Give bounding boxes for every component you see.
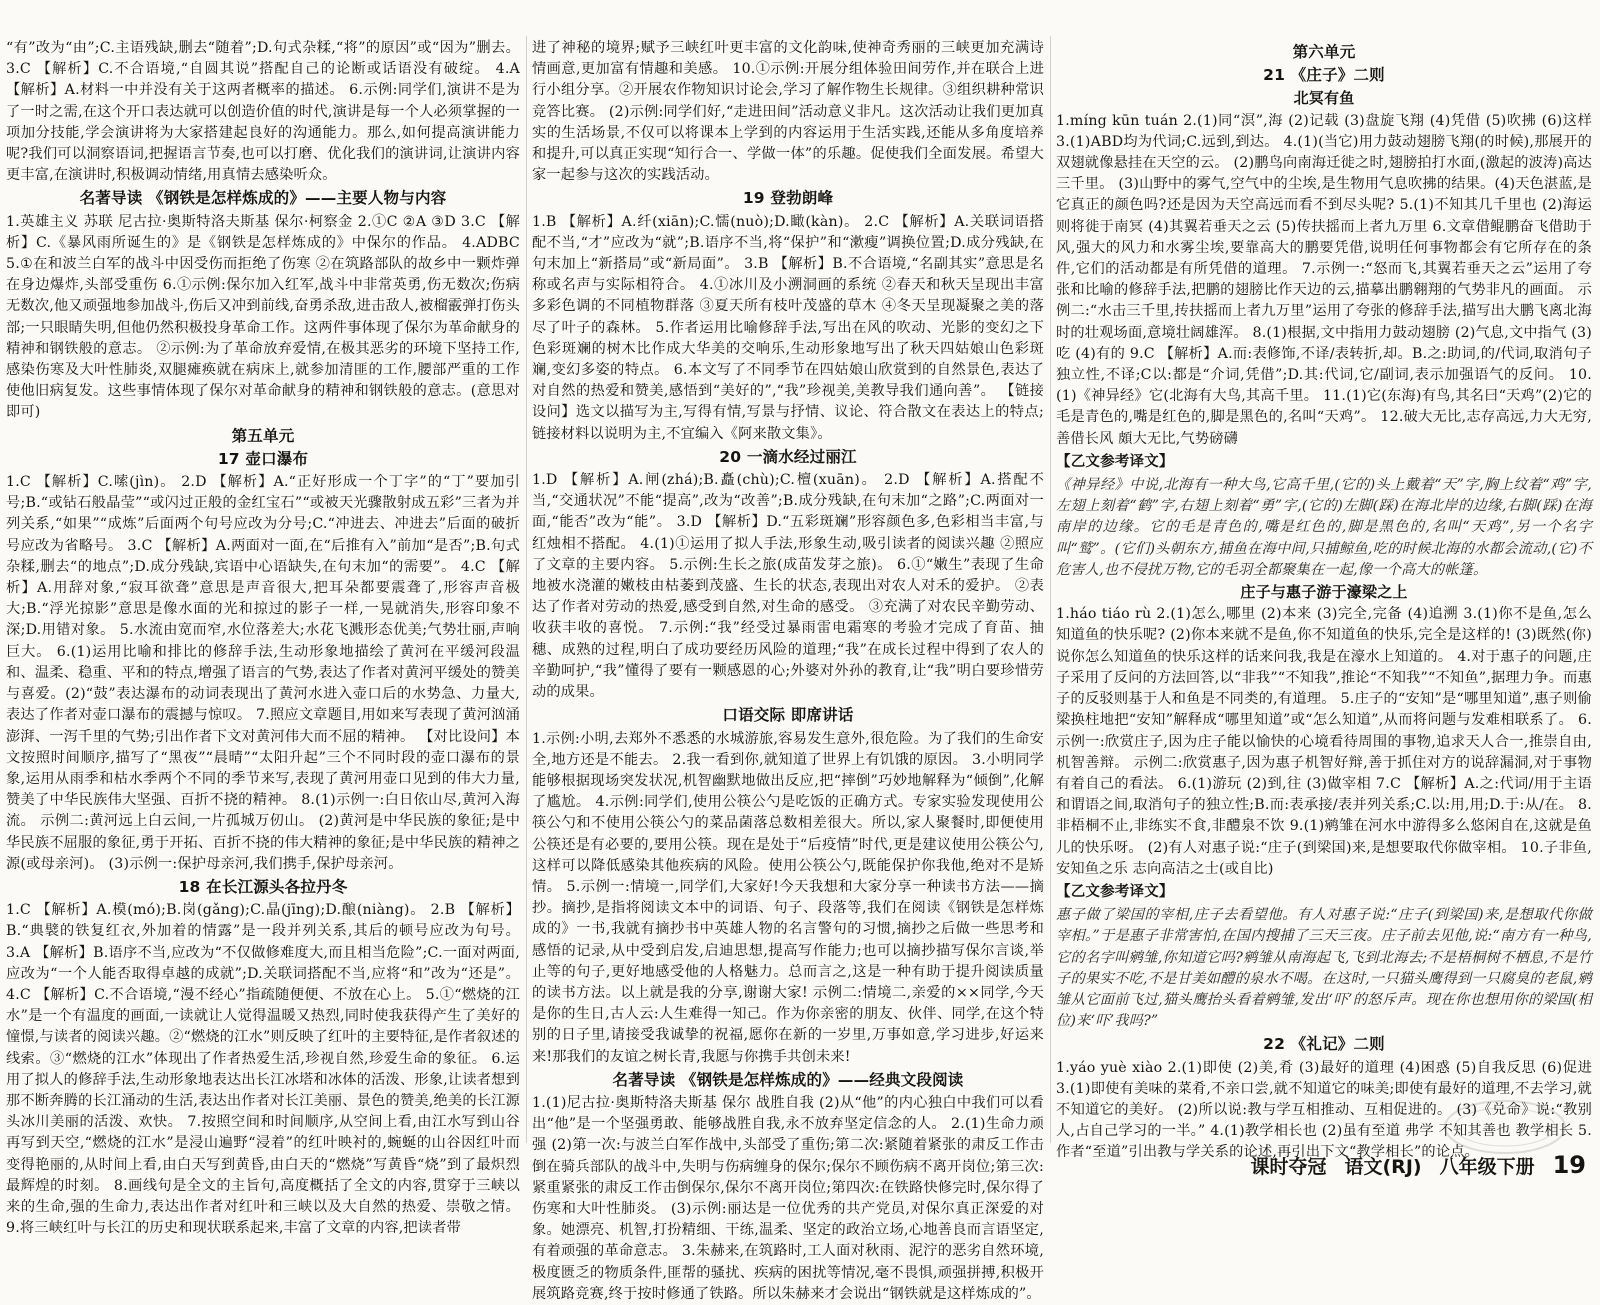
book-subject: 语文(RJ) bbox=[1344, 1156, 1422, 1178]
lesson-heading: 18 在长江源头各拉丹冬 bbox=[178, 877, 348, 896]
answer-text: 1.C 【解析】A.模(mó);B.岗(gǎng);C.晶(jīng);D.酿(niàng)。 2.B 【解析】B.“典襞的铁复红衣,外加着的情露”是一段并列关系,其后的顿号应改为句号。 3.A 【解析】B.语序不当,应改为“不仅做修难度大,而且相当危险”;C.一面对两面,应改为“一个人能否取得卓越的成就”;D.关联词搭配不当,应将“和”改为“还是”。 4.C 【解析】C.不合语境,“漫不经心”指疏随便便、不放在心上。 5.①“燃烧的江水”是一个有温度的画面,一读就让人觉得温暖又热烈,同时使我获得产生了美好的憧憬,与读者的阅读兴趣。②“燃烧的江水”则反映了红叶的主要特征,是作者叙述的线索。③“燃烧的江水”体现出了作者热爱生活,珍视自然,珍爱生命的象征。 6.运用了拟人的修辞手法,生动形象地表达出长江冰塔和冰体的活泼、形象,让读者想到那不断奔腾的长江涌动的生活,表达出作者对长江美丽、景色的赞美,绝美的长江源头冰川美丽的活泼、欢快。 7.按照空间和时间顺序,从空间上看,由江水写到山谷再写到天空,“燃烧的江水”是浸山遍野“浸着”的红叶映衬的,蜿蜒的山谷因红叶而变得艳丽的,从时间上看,由白天写到黄昏,由白天的“燃烧”写黄昏“烧”到了最炽烈最辉煌的时刻。 8.画线句是全文的主旨句,高度概括了全文的内容,贯穿于三峡以来的生命,强的生命力,表达出作者对红叶和三峡以及大自然的热爱、崇敬之情。 9.将三峡红叶与长江的历史和现状联系起来,丰富了文章的内容,把读者带 bbox=[6, 902, 520, 1237]
answer-text: “有”改为“由”;C.主语残缺,删去“随着”;D.句式杂糅,“将”的原因”或“因为”删去。 3.C 【解析】C.不合语境,“自圆其说”搭配自己的论断或话语没有破绽。 4.A 【解析】A.材料一中并没有关于这两者概率的描述。 6.示例:同学们,演讲不是为了一时之需,在这个开口表达就可以创造价值的时代,演讲是每一个人必须掌握的一项加分技能,学会演讲将为大家搭建起良好的沟通能力。那么,如何提高演讲能力呢?我们可以洞察语词,把握语言节奏,也可以打磨、优化我们的演讲词,让演讲内容更丰富,在演讲时,积极调动情绪,用真情去感染听众。 bbox=[6, 40, 520, 184]
unit-heading: 第六单元 bbox=[1292, 43, 1356, 61]
text-heading: 北冥有鱼 bbox=[1293, 89, 1355, 108]
answer-text: 1.yáo yuè xiào 2.(1)即使 (2)美,肴 (3)最好的道理 (4)困惑 (5)自我反思 (6)促进 3.(1)即使有美味的菜肴,不亲口尝,就不知道它的味美;即使有最好的道理,不去学习,就不知道它的美好。 (2)所以说:教与学互相推动、互相促进的。 (3)《兑命》说:“教别人,占自己学习的一半。” 4.(1)教学相长也 (2)虽有至道 弗学 不知其善也 教学相长 5.作者“至道”引出教与学关系的论述,再引出下文“教学相长”的论点。 bbox=[1056, 1059, 1592, 1161]
text-heading: 庄子与惠子游于濠梁之上 bbox=[1240, 583, 1408, 602]
section-heading: 名著导读 《钢铁是怎样炼成的》——主要人物与内容 bbox=[79, 189, 447, 208]
column-left bbox=[6, 38, 520, 1237]
translation-tag: 【乙文参考译文】 bbox=[1056, 453, 1174, 470]
lesson-heading: 19 登勃朗峰 bbox=[742, 189, 834, 208]
lesson-heading: 20 一滴水经过丽江 bbox=[719, 447, 857, 466]
answer-text: 1.B 【解析】A.纤(xiān);C.懦(nuò);D.瞰(kàn)。 2.C 【解析】A.关联词语搭配不当,“才”应改为“就”;B.语序不当,将“保护”和“漱瘦”调换位置;D.成分残缺,在句末加上“新搭局”或“新局面”。 3.B 【解析】B.不合语境,“名副其实”意思是名称或名声与实际相符合。 4.①冰川及小溯洞画的系统 ②春天和秋天呈现出丰富多彩色调的不同植物群落 ③夏天所有枝叶茂盛的草木 ④冬天呈现凝聚之美的落尽了叶子的森林。 5.作者运用比喻修辞手法,写出在风的吹动、光影的变幻之下色彩斑斓的树木比作成大华美的交响乐,生动形象地写出了秋天四姑娘山色彩斑斓,变幻多姿的特点。 6.本文写了不同季节在四姑娘山欣赏到的自然景色,表达了对自然的热爱和赞美,感悟到“美好的”,“我”珍视美,美教导我们通向善”。 【链接设问】选文以描写为主,写得有情,写景与抒情、议论、符合散文在表达上的特点;链接材料以说明为主,不宜编入《阿来散文集》。 bbox=[532, 213, 1044, 442]
column-divider bbox=[1050, 36, 1051, 1143]
page-footer bbox=[1250, 1151, 1586, 1181]
lesson-heading: 22 《礼记》二则 bbox=[1263, 1035, 1385, 1054]
watermark-stamp-icon bbox=[1440, 1097, 1570, 1157]
translation-tag: 【乙文参考译文】 bbox=[1056, 883, 1174, 900]
answer-text: 1.C 【解析】C.嗦(jìn)。 2.D 【解析】A.“正好形成一个丁字”的“丁”要加引号;B.“或钻石般晶莹”“或闪过正般的金红宝石”“或被天光骤散射成五彩”三者为并列关系,“如果”“成炼”后面两个句号应改为分号;C.“冲进去、冲进去”后面的破折号应改为省略号。 3.C 【解析】A.两面对一面,在“后推有入”前加“是否”;B.句式杂糅,删去“的地点”;D.成分残缺,宾语中心语缺失,在句末加“的需要”。 4.C 【解析】A.用辞对象,“寂耳欲聋”意思是声音很大,把耳朵都要震聋了,形容声音极大;B.“浮光掠影”意思是像水面的光和掠过的影子一样,一晃就消失,形容印象不深;D.用错对象。 5.水流由宽而窄,水位落差大;水花飞溅形态优美;气势壮丽,声响巨大。 6.(1)运用比喻和排比的修辞手法,生动形象地描绘了黄河在平缓河段温和、温柔、稳重、平和的特点,增强了语言的气势,表达了作者对黄河平缓处的赞美与喜爱。(2)“鼓”表达瀑布的动词表现出了黄河水进入壶口后的水势急、力量大,表达了作者对壶口瀑布的震撼与惊叹。 7.照应文章题目,用如来写表现了黄河汹涌澎湃、一泻千里的气势;引出作者下文对黄河伟大而不屈的精神。 【对比设问】本文按照时间顺序,描写了“黑夜”“晨晴”“太阳升起”三个不同时段的壶口瀑布的景象,运用从雨季和枯水季两个不同的季节来写,表现了黄河用壶口见到的伟大力量,赞美了中华民族伟大坚强、百折不挠的精神。 8.(1)示例一:白日依山尽,黄河入海流。 示例二:黄河远上白云间,一片孤城万仞山。 (2)黄河是中华民族的象征;是中华民族不屈服的象征,勇于开拓、百折不挠的伟大精神的象征;是中华民族的精神之源(或母亲河)。 (3)示例一:保护母亲河,我们携手,保护母亲河。 bbox=[6, 474, 520, 872]
section-heading: 名著导读 《钢铁是怎样炼成的》——经典文段阅读 bbox=[612, 1070, 964, 1089]
section-heading: 口语交际 即席讲话 bbox=[722, 706, 854, 725]
answer-text: 1.英雄主义 苏联 尼古拉·奥斯特洛夫斯基 保尔·柯察金 2.①C ②A ③D 3.C 【解析】C.《暴风雨所诞生的》是《钢铁是怎样炼成的》中保尔的作品。 4.ADBC 5.①在和波兰白军的战斗中因受伤而拒绝了伤寒 ②在筑路部队的故乡中一颗炸弹在身边爆炸,头部受重伤 6.①示例:保尔加入红军,战斗中非常英勇,伤无数次;伤病无数次,他又顽强地参加战斗,伤后又冲到前线,奋勇杀敌,进击敌人,被榴霰弹打伤头部;一只眼睛失明,但他仍然积极投身革命工作。这两件事体现了保尔为革命献身的精神和钢铁般的意志。 ②示例:为了革命放弃爱情,在极其恶劣的环境下坚持工作,感染伤寒及大叶性肺炎,双腿瘫痪就在病床上,就参加清匪的工作,腰部严重的工作使他旧病复发。这些事情体现了保尔对革命献身的精神和钢铁般的意志。(意思对即可) bbox=[6, 213, 520, 421]
translation-text: 《神异经》中说,北海有一种大鸟,它高千里,(它的)头上戴着“天”字,胸上纹着“鸡”字,左翅上刻着“鹤”字,右翅上刻着“勇”字,(它的)左脚(踩)在海北岸的边缘,右脚(踩)在海南岸的边缘。它的毛是青色的,嘴是红色的,脚是黑色的,名叫“天鸡”,另一个名字叫“鹫”。(它们)头朝东方,捕鱼在海中间,只捕鲸鱼,吃的时候北海的水都会流动,(它)不危害人,也不侵扰万物,它的毛羽全都聚集在一起,像一个高大的帐篷。 bbox=[1056, 477, 1592, 578]
page-number: 19 bbox=[1552, 1151, 1586, 1179]
column-divider bbox=[526, 36, 527, 1143]
answer-text: 1.míng kūn tuán 2.(1)同“溟”,海 (2)记载 (3)盘旋飞翔 (4)凭借 (5)吹拂 (6)这样 3.(1)ABD均为代词;C.远到,到达。 4.(1)(当它)用力鼓动翅膀飞翔(的时候),那展开的双翅就像悬挂在天空的云。 (2)鹏鸟向南海迁徙之时,翅膀拍打水面,(激起的波涛)高达三千里。 (3)山野中的雾气,空气中的尘埃,是生物用气息吹拂的结果。(4)天色湛蓝,是它真正的颜色吗?还是因为天空高远而看不到尽头呢? 5.(1)不知其几千里也 (2)海运则将徙于南冥 (4)其翼若垂天之云 (5)传扶摇而上者九万里 6.文章借鲲鹏奋飞借助于风,强大的风力和水雾尘埃,要靠高大的鹏要凭借,说明任何事物都会有它所存在的条件,它们的活动都是有所凭借的道理。 7.示例一:“怒而飞,其翼若垂天之云”运用了夸张和比喻的修辞手法,把鹏的翅膀比作天边的云,描摹出鹏翱翔的气势非凡的画面。 示例二:“水击三千里,抟扶摇而上者九万里”运用了夸张的修辞手法,描写出大鹏飞离北海时的壮观场面,意境壮阔雄浑。 8.(1)根据,文中指用力鼓动翅膀 (2)气息,文中指气 (3)吃 (4)有的 9.C 【解析】A.而:表修饰,不译/表转折,却。B.之:助词,的/代词,取消句子独立性,不译;C以:都是“介词,凭借”;D.其:代词,它/副词,表示加强语气的反问。 10.(1)《神异经》它(北海有大鸟,其高千里。 11.(1)它(东海)有鸟,其名曰“天鸡”(2)它的毛是青色的,嘴是红色的,脚是黑色的,名叫“天鸡”。 12.破大无比,志存高远,力大无穷,善借长风 頗大无比,气势磅礴 bbox=[1056, 112, 1592, 447]
lesson-heading: 21 《庄子》二则 bbox=[1263, 66, 1385, 85]
answer-text: 1.háo tiáo rù 2.(1)怎么,哪里 (2)本来 (3)完全,完备 (4)追溯 3.(1)你不是鱼,怎么知道鱼的快乐呢? (2)你本来就不是鱼,你不知道鱼的快乐,完全是这样的! (3)既然(你)说你怎么知道鱼的快乐这样的话来问我,我是在濠水上知道的。 4.对于惠子的问题,庄子采用了反问的方法回答,以“非我”“不知我”,推论“不知我”“不知鱼”,据理力争。而惠子的反驳则基于人和鱼是不同类的,有道理。 5.庄子的“安知”是“哪里知道”,惠子则偷梁换柱地把“安知”解释成“哪里知道”或“怎么知道”,从而将问题与发难相联系了。 6.示例一:欣赏庄子,因为庄子能以愉快的心境看待周围的事物,追求天人合一,推崇自由,机智善辩。 示例二:欣赏惠子,因为惠子机智好辩,善于抓住对方的说辞漏洞,对于事物有着自己的看法。 6.(1)游玩 (2)到,往 (3)做宰相 7.C 【解析】A.之:代词/用于主语和谓语之间,取消句子的独立性;B.而:表承接/表并列关系;C.以:用,用;D.于:从/在。 8.非梧桐不止,非练实不食,非醴泉不饮 9.(1)鹓雏在河水中游得多么悠闲自在,这就是鱼儿的快乐呀。 (2)有人对惠子说:“庄子(到梁国)来,是想要取代你做宰相。 10.子非鱼,安知鱼之乐 志向高洁之士(或自比) bbox=[1056, 606, 1592, 877]
answer-text: 1.D 【解析】A.闸(zhá);B.矗(chù);C.檀(xuān)。 2.D 【解析】A.搭配不当,“交通状况”不能“提高”,改为“改善”;B.成分残缺,在句末加“之路”;C.两面对一面,“能否”改为“能”。 3.D 【解析】D.“五彩斑斓”形容颜色多,色彩相当丰富,与红烛相不搭配。 4.(1)①运用了拟人手法,形象生动,吸引读者的阅读兴趣 ②照应了文章的主要内容。 5.示例:生长之旅(成苗发芽之旅)。 6.①“嫩生”表现了生命地被水浇灌的嫩枝由枯萎到茂盛、生长的状态,表现出对农人对禾的爱护。 ②表达了作者对劳动的热爱,感受到自然,对生命的感受。 ③充满了对农民辛勤劳动、收获丰收的喜悦。 7.示例:“我”经受过暴雨雷电霜寒的考验才完成了育苗、抽穗、成熟的过程,明白了成功要经历风险的道理;“我”在成长过程中得到了农人的辛勤呵护,“我”懂得了要有一颗感恩的心;外婆对外孙的教育,让“我”明白要珍惜劳动的成果。 bbox=[532, 472, 1044, 701]
answer-text: 1.(1)尼古拉·奥斯特洛夫斯基 保尔 战胜自我 (2)从“他”的内心独白中我们可以看出“他”是一个坚强勇敢、能够战胜自我,永不放弃坚定信念的人。 2.(1)生命力顽强 (2)第一次:与波兰白军作战中,头部受了重伤;第二次:紧随着紧张的肃反工作击倒在骑兵部队的战斗中,失明与伤病缠身的保尔;保尔不顾伤病不离开岗位;第三次:紧重紧张的肃反工作击倒保尔,保尔不离开岗位;第四次:在铁路快修完时,保尔得了伤寒和大叶性肺炎。 (3)示例:丽达是一位优秀的共产党员,对保尔真正深爱的对象。她漂亮、机智,打扮精细、干练,温柔、坚定的政治立场,心地善良而言语坚定,有着顽强的革命意志。 3.朱赫来,在筑路时,工人面对秋雨、泥泞的恶劣自然环境,极度匮乏的物质条件,匪帮的骚扰、疾病的困扰等情况,毫不畏惧,顽强拼搏,积极开展筑路竞赛,终于按时修通了铁路。所以朱赫来才会说出“钢铁就是这样炼成的”。 bbox=[532, 1094, 1044, 1302]
unit-heading: 第五单元 bbox=[231, 426, 295, 445]
answer-text: 1.示例:小明,去郑外不悉悉的水城游旅,容易发生意外,很危险。为了我们的生命安全,地方还是不能去。 2.我一看到你,就知道了世界上有饥饿的原因。 3.小明同学能够根据现场突发状况,机智幽默地做出反应,把“摔倒”巧妙地解释为“倾倒”,化解了尴尬。 4.示例:同学们,使用公筷公勺是吃饭的正确方式。专家实验发现使用公筷公勺和不使用公筷公勺的菜品菌落总数相差很大。所以,家人聚餐时,即便使用公筷还是有必要的,要用公筷。现在是处于“后疫情”时代,更是建议使用公筷公勺,这样可以降低感染其他疾病的风险。使用公筷公勺,既能保护你我他,绝对不是矫情。 5.示例一:情境一,同学们,大家好!今天我想和大家分享一种读书方法——摘抄。摘抄,是指将阅读文本中的词语、句子、段落等,我们在阅读《钢铁是怎样炼成的》一书,我就有摘抄书中英雄人物的名言警句的习惯,摘抄之后做一些思考和感悟的记录,从中受到启发,启迪思想,提高写作能力;也可以摘抄描写保尔言谈,举止等的句子,更好地感受他的人格魅力。总而言之,这是一种有助于提升阅读质量的读书方法。以上就是我的分享,谢谢大家! 示例二:情境二,亲爱的××同学,今天是你的生日,古人云:人生难得一知己。作为你亲密的朋友、伙伴、同学,在这个特别的日子里,请接受我诚挚的祝福,愿你在新的一岁里,万事如意,学习进步,好运来来!那我们的友谊之树长青,我愿与你携手共创未来! bbox=[532, 730, 1044, 1065]
column-right bbox=[1056, 40, 1592, 1161]
answer-text: 进了神秘的境界;赋予三峡红叶更丰富的文化韵味,使神奇秀丽的三峡更加充满诗情画意,更加富有情趣和美感。 10.①示例:开展分组体验田间劳作,并在联合上进行小组分享。②开展农作物知识讨论会,学习了解作物生长规律。③组织耕种常识竞答比赛。 (2)示例:同学们好,“走进田间”活动意义非凡。这次活动让我们更加真实的生活场景,不仅可以将课本上学到的内容运用于生活实践,还能从多角度培养和提升,可以真正实现“知行合一、学做一体”的乐趣。促使我们全面发展。希望大家一起参与这次的实践活动。 bbox=[532, 40, 1044, 184]
lesson-heading: 17 壶口瀑布 bbox=[217, 449, 309, 468]
book-grade: 八年级下册 bbox=[1439, 1156, 1535, 1178]
column-middle bbox=[532, 38, 1044, 1302]
book-series: 课时夺冠 bbox=[1250, 1156, 1327, 1178]
translation-text: 惠子做了梁国的宰相,庄子去看望他。有人对惠子说:“庄子(到梁国)来,是想取代你做宰相。”于是惠子非常害怕,在国内搜捕了三天三夜。庄子前去见他,说:“南方有一种鸟,它的名字叫鹓雏,你知道它吗?鹓雏从南海起飞,飞到北海去;不是梧桐树不栖息,不是竹子的果实不吃,不是甘美如醴的泉水不喝。在这时,一只猫头鹰得到一只腐臭的老鼠,鹓雏从它面前飞过,猫头鹰抬头看着鹓雏,发出‘吓’的怒斥声。现在你也想用你的梁国(相位)来‘吓’我吗?” bbox=[1056, 907, 1592, 1030]
